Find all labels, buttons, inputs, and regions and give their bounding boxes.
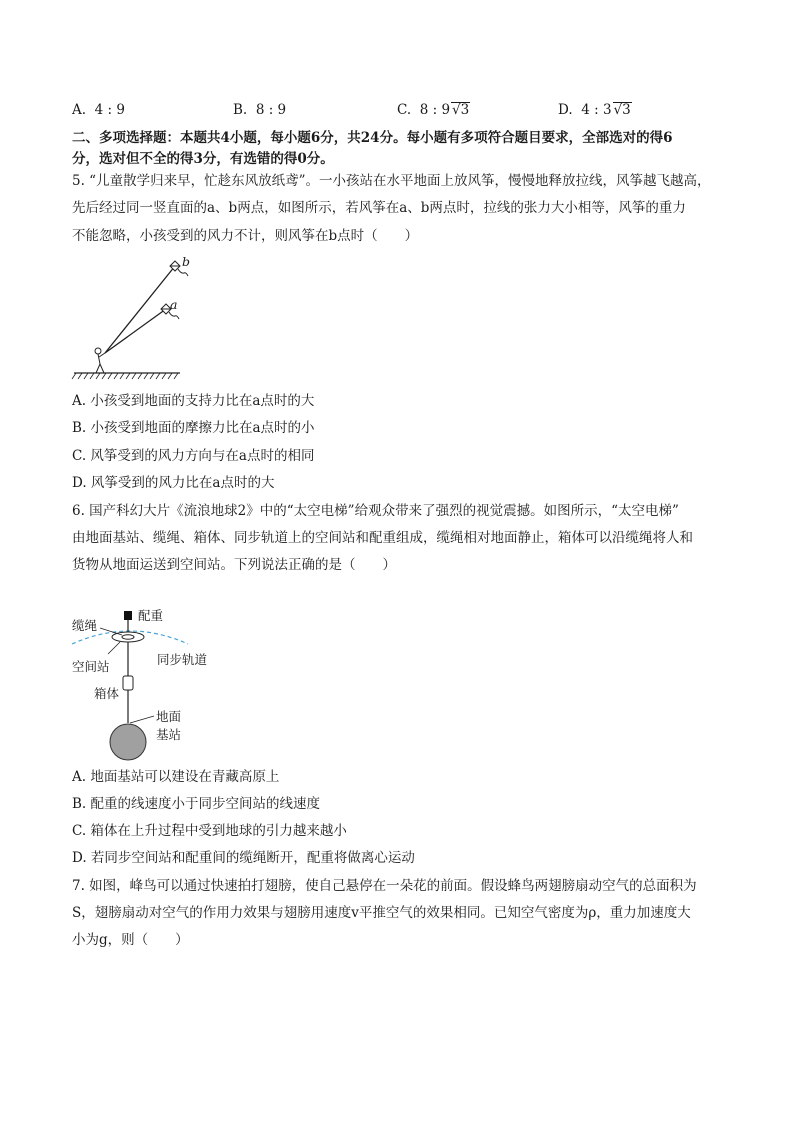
option-letter: B. [233,102,248,118]
label-cable: 缆绳 [72,618,98,633]
q6-option-c[interactable]: C. 箱体在上升过程中受到地球的引力越来越小 [72,823,347,839]
q5-option-a[interactable]: A. 小孩受到地面的支持力比在a点时的大 [72,393,315,409]
ground-hatch [72,373,178,379]
q7-stem-line2: S，翅膀扇动对空气的作用力效果与翅膀用速度v平推空气的效果相同。已知空气密度为ρ，重力加速度大 [72,905,691,921]
q5-stem-line3: 不能忽略，小孩受到的风力不计，则风筝在b点时（ ） [72,228,419,244]
option-text: 8 : 9 [419,102,451,118]
cable-pointer [100,628,122,635]
q4-option-d[interactable] [558,100,632,120]
q7-stem-line3: 小为g，则（ ） [72,932,189,948]
sqrt-symbol: √3 [613,102,631,118]
counterweight-block [124,611,132,620]
label-box: 箱体 [94,686,120,701]
q6-option-d[interactable]: D. 若同步空间站和配重间的缆绳断开，配重将做离心运动 [72,850,415,866]
q6-option-b[interactable]: B. 配重的线速度小于同步空间站的线速度 [72,796,321,812]
option-text: 8 : 9 [255,102,287,118]
kite-label-b: b [182,254,191,269]
station-pointer [108,642,120,654]
q7-stem-line1: 7. 如图，峰鸟可以通过快速拍打翅膀，使自己悬停在一朵花的前面。假设蜂鸟两翅膀扇动空气的总面积为 [72,878,697,894]
base-pointer [130,716,154,723]
option-letter: D. [558,102,573,118]
q6-option-a[interactable]: A. 地面基站可以建设在青藏高原上 [72,769,280,785]
q5-option-b[interactable]: B. 小孩受到地面的摩擦力比在a点时的小 [72,420,315,436]
sqrt-value: 3 [622,102,631,118]
option-letter: A. [72,102,87,118]
option-text: 4 : 9 [94,102,125,118]
q5-stem-line2: 先后经过同一竖直面的a、b两点，如图所示，若风筝在a、b两点时，拉线的张力大小相等，风筝的重力 [72,200,686,216]
q5-option-d[interactable]: D. 风筝受到的风力比在a点时的大 [72,475,275,491]
box-capsule [123,676,133,690]
q4-option-c[interactable] [397,100,470,120]
child-figure [95,348,105,373]
label-ground-1: 地面 [156,709,182,724]
q4-option-a[interactable] [72,100,125,120]
sqrt-symbol: √3 [452,102,470,118]
label-sync-orbit: 同步轨道 [157,652,208,667]
q6-stem-line1: 6. 国产科幻大片《流浪地球2》中的“太空电梯”给观众带来了强烈的视觉震撼。如图所示，“太空电梯” [72,503,679,519]
sqrt-value: 3 [460,102,470,118]
label-space-station: 空间站 [72,659,110,674]
label-counterweight: 配重 [138,608,164,623]
section-heading-line1: 二、多项选择题：本题共4小题，每小题6分，共24分。每小题有多项符合题目要求，全部选对的得6 [72,130,673,146]
q6-stem-line3: 货物从地面运送到空间站。下列说法正确的是（ ） [72,557,396,573]
q6-stem-line2: 由地面基站、缆绳、箱体、同步轨道上的空间站和配重组成，缆绳相对地面静止，箱体可以沿缆绳将人和 [72,530,693,546]
space-station-core [122,635,134,639]
option-text: 4 : 3 [581,102,612,118]
earth-globe [110,724,146,760]
label-ground-2: 基站 [156,727,182,742]
q4-option-b[interactable] [233,100,286,120]
kite-figure [70,252,190,384]
kite-label-a: a [170,297,178,312]
section-heading-line2: 分，选对但不全的得3分，有选错的得0分。 [72,151,334,167]
q5-option-c[interactable]: C. 风筝受到的风力方向与在a点时的相同 [72,448,315,464]
option-letter: C. [397,102,412,118]
q5-stem-line1: 5. “儿童散学归来早，忙趁东风放纸鸢”。一小孩站在水平地面上放风筝，慢慢地释放拉线，风筝越飞越高， [72,173,711,189]
